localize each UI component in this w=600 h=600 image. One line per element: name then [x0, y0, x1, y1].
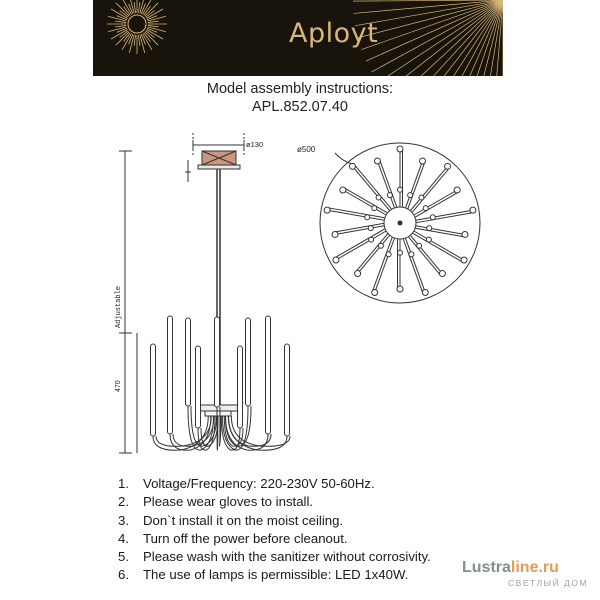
light-tube	[186, 318, 191, 406]
adjustable-label: Adjustable	[115, 285, 123, 328]
instruction-item: 2. Please wear gloves to install.	[118, 494, 314, 510]
brand-banner	[93, 0, 503, 76]
tube-end	[461, 257, 467, 263]
tube-end	[374, 158, 380, 164]
side-elevation	[115, 133, 290, 453]
document-title: Model assembly instructions:	[206, 81, 394, 97]
tube-end	[462, 231, 468, 237]
tube-end	[372, 290, 378, 296]
instruction-list	[118, 475, 431, 585]
height-label: 470	[115, 380, 122, 392]
tube-end	[340, 187, 346, 193]
canopy-diameter-label: ø130	[246, 140, 264, 149]
arm-spoke	[327, 210, 384, 220]
arm-spoke	[377, 161, 394, 208]
light-tube	[238, 346, 243, 428]
light-tube	[151, 344, 156, 436]
tube-end	[454, 187, 460, 193]
tube-end	[397, 146, 403, 152]
tube-end	[324, 207, 330, 213]
watermark-logo: Lustraline.ru	[462, 559, 559, 576]
instruction-item: 5. Please wash with the sanitizer without corrosivity.	[118, 549, 431, 565]
tube-end	[332, 231, 338, 237]
assembly-drawing	[0, 120, 600, 460]
light-tube	[266, 316, 271, 434]
tube-end	[420, 158, 426, 164]
light-tube	[196, 346, 201, 428]
instruction-item: 4. Turn off the power before cleanout.	[118, 530, 348, 546]
tube-end	[470, 207, 476, 213]
instruction-item: 1. Voltage/Frequency: 220-230V 50-60Hz.	[118, 476, 375, 491]
arm-spoke	[405, 161, 422, 208]
tube-end	[445, 163, 451, 169]
arm-spoke	[410, 166, 447, 210]
fixture-diameter-label: ø500	[297, 145, 316, 154]
light-tube	[215, 317, 220, 407]
brand-name: Aployt	[289, 18, 379, 49]
top-view	[297, 143, 480, 303]
tube-end	[397, 286, 403, 292]
light-tube	[168, 316, 173, 434]
tube-end	[439, 271, 445, 277]
instruction-item: 3. Don`t install it on the moist ceiling.	[118, 512, 344, 528]
watermark-tagline: СВЕТЛЫЙ ДОМ	[508, 578, 589, 588]
tube-end	[349, 163, 355, 169]
arm-spoke	[405, 238, 425, 293]
light-tube	[285, 344, 290, 436]
instruction-item: 6. The use of lamps is permissible: LED 1x40W.	[118, 567, 409, 583]
tube-end	[333, 257, 339, 263]
tube-end	[355, 271, 361, 277]
light-tube	[246, 318, 251, 406]
model-number: APL.852.07.40	[252, 99, 348, 115]
tube-end	[422, 290, 428, 296]
